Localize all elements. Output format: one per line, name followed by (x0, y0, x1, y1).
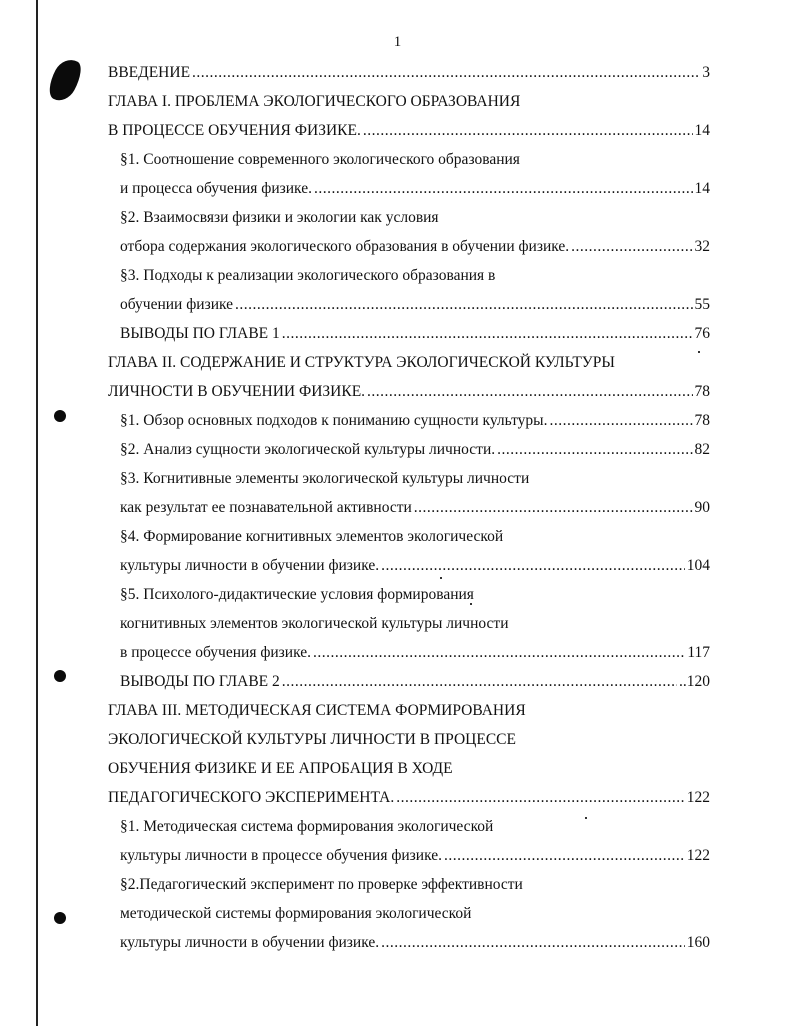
dot-leader (396, 785, 685, 811)
toc-entry-title: ОБУЧЕНИЯ ФИЗИКЕ И ЕЕ АПРОБАЦИЯ В ХОДЕ (108, 760, 453, 777)
toc-entry (120, 321, 710, 347)
dot-leader (282, 669, 677, 695)
toc-entry (120, 263, 495, 289)
toc-entry (108, 756, 453, 782)
dot-leader (381, 553, 685, 579)
toc-entry-title: методической системы формирования экологической (120, 905, 472, 922)
toc-entry (120, 814, 493, 840)
toc-entry-title: ВВЕДЕНИЕ (108, 64, 191, 81)
toc-entry (120, 640, 710, 666)
dot-leader (235, 292, 692, 318)
dot-leader (414, 495, 693, 521)
page-number: 1 (393, 34, 402, 50)
toc-entry-title: культуры личности в процессе обучения физике. (120, 847, 443, 864)
toc-entry-title: §5. Психолого-дидактические условия формирования (120, 586, 474, 603)
toc-entry (108, 60, 710, 86)
toc-entry-title: обучении физике (120, 296, 234, 313)
toc-entry-title: ЛИЧНОСТИ В ОБУЧЕНИИ ФИЗИКЕ. (108, 383, 366, 400)
toc-entry-title: §3. Подходы к реализации экологического образования в (120, 267, 496, 284)
toc-page-number: 122 (686, 847, 710, 864)
toc-entry-title: в процессе обучения физике. (120, 644, 311, 661)
ink-blot (43, 54, 87, 105)
toc-page-number: 160 (686, 934, 710, 951)
toc-entry-title: §2. Взаимосвязи физики и экологии как условия (120, 209, 439, 226)
dot-leader (314, 176, 693, 202)
toc-entry (120, 466, 529, 492)
toc-entry (120, 843, 710, 869)
toc-entry (120, 611, 508, 637)
toc-entry-title: отбора содержания экологического образования в обучении физике. (120, 238, 570, 255)
toc-entry (108, 698, 526, 724)
toc-page-number: 76 (694, 325, 710, 342)
punch-hole-mark (54, 912, 66, 924)
dot-leader (367, 379, 692, 405)
toc-entry-title: §2. Анализ сущности экологической культуры личности. (120, 441, 496, 458)
dot-leader (192, 60, 700, 86)
toc-entry (120, 408, 710, 434)
scan-edge-line (36, 0, 38, 1026)
toc-page-number: 82 (694, 441, 710, 458)
toc-entry-title: ВЫВОДЫ ПО ГЛАВЕ 2 (120, 673, 280, 690)
toc-entry (120, 872, 523, 898)
toc-entry (120, 930, 710, 956)
dot-leader (363, 118, 693, 144)
toc-entry-title: ГЛАВА I. ПРОБЛЕМА ЭКОЛОГИЧЕСКОГО ОБРАЗОВАНИЯ (108, 93, 521, 110)
toc-entry-title: В ПРОЦЕССЕ ОБУЧЕНИЯ ФИЗИКЕ. (108, 122, 361, 139)
toc-entry-title: и процесса обучения физике. (120, 180, 312, 197)
toc-entry (120, 524, 503, 550)
toc-page-number: 55 (694, 296, 710, 313)
toc-entry-title: §4. Формирование когнитивных элементов экологической (120, 528, 504, 545)
dot-leader (381, 930, 685, 956)
toc-entry-title: §2.Педагогический эксперимент по проверке эффективности (120, 876, 523, 893)
scan-speck (585, 817, 587, 819)
toc-entry-title: §3. Когнитивные элементы экологической культуры личности (120, 470, 530, 487)
punch-hole-mark (54, 670, 66, 682)
toc-entry-title: когнитивных элементов экологической культуры личности (120, 615, 509, 632)
toc-page-number: 14 (694, 180, 710, 197)
dot-leader (549, 408, 692, 434)
toc-entry (108, 350, 615, 376)
toc-entry-title: §1. Методическая система формирования экологической (120, 818, 494, 835)
toc-entry-title: §1. Обзор основных подходов к пониманию сущности культуры. (120, 412, 548, 429)
toc-entry-title: §1. Соотношение современного экологического образования (120, 151, 520, 168)
toc-entry-title: ЭКОЛОГИЧЕСКОЙ КУЛЬТУРЫ ЛИЧНОСТИ В ПРОЦЕССЕ (108, 731, 516, 748)
toc-page-number: 90 (694, 499, 710, 516)
toc-entry-title: ГЛАВА II. СОДЕРЖАНИЕ И СТРУКТУРА ЭКОЛОГИЧЕСКОЙ КУЛЬТУРЫ (108, 354, 615, 371)
toc-page-number: ..120 (679, 673, 710, 690)
toc-page-number: 78 (694, 383, 710, 400)
toc-entry (108, 379, 710, 405)
toc-entry (120, 553, 710, 579)
toc-entry-title: культуры личности в обучении физике. (120, 934, 380, 951)
toc-page-number: 14 (694, 122, 710, 139)
toc-entry (120, 292, 710, 318)
toc-entry (120, 495, 710, 521)
toc-entry-title: как результат ее познавательной активности (120, 499, 412, 516)
toc-entry (120, 234, 710, 260)
dot-leader (571, 234, 692, 260)
toc-entry (120, 147, 520, 173)
dot-leader (282, 321, 693, 347)
toc-page-number: 122 (686, 789, 710, 806)
toc-entry (120, 205, 439, 231)
toc-entry (108, 89, 520, 115)
toc-page-number: 117 (687, 644, 710, 661)
toc-page-number: 3 (702, 64, 710, 81)
punch-hole-mark (54, 410, 66, 422)
toc-entry (120, 437, 710, 463)
toc-entry (120, 901, 471, 927)
dot-leader (313, 640, 685, 666)
toc-entry-title: культуры личности в обучении физике. (120, 557, 380, 574)
toc-entry-title: ПЕДАГОГИЧЕСКОГО ЭКСПЕРИМЕНТА. (108, 789, 395, 806)
dot-leader (497, 437, 692, 463)
toc-entry (108, 785, 710, 811)
toc-page-number: 78 (694, 412, 710, 429)
toc-entry (108, 727, 516, 753)
toc-entry-title: ГЛАВА III. МЕТОДИЧЕСКАЯ СИСТЕМА ФОРМИРОВАНИЯ (108, 702, 526, 719)
toc-entry (108, 118, 710, 144)
toc-page-number: 32 (694, 238, 710, 255)
toc-entry-title: ВЫВОДЫ ПО ГЛАВЕ 1 (120, 325, 280, 342)
toc-entry (120, 669, 710, 695)
toc-entry (120, 582, 474, 608)
toc-page-number: 104 (686, 557, 710, 574)
toc-entry (120, 176, 710, 202)
scan-speck (698, 351, 700, 353)
dot-leader (444, 843, 685, 869)
